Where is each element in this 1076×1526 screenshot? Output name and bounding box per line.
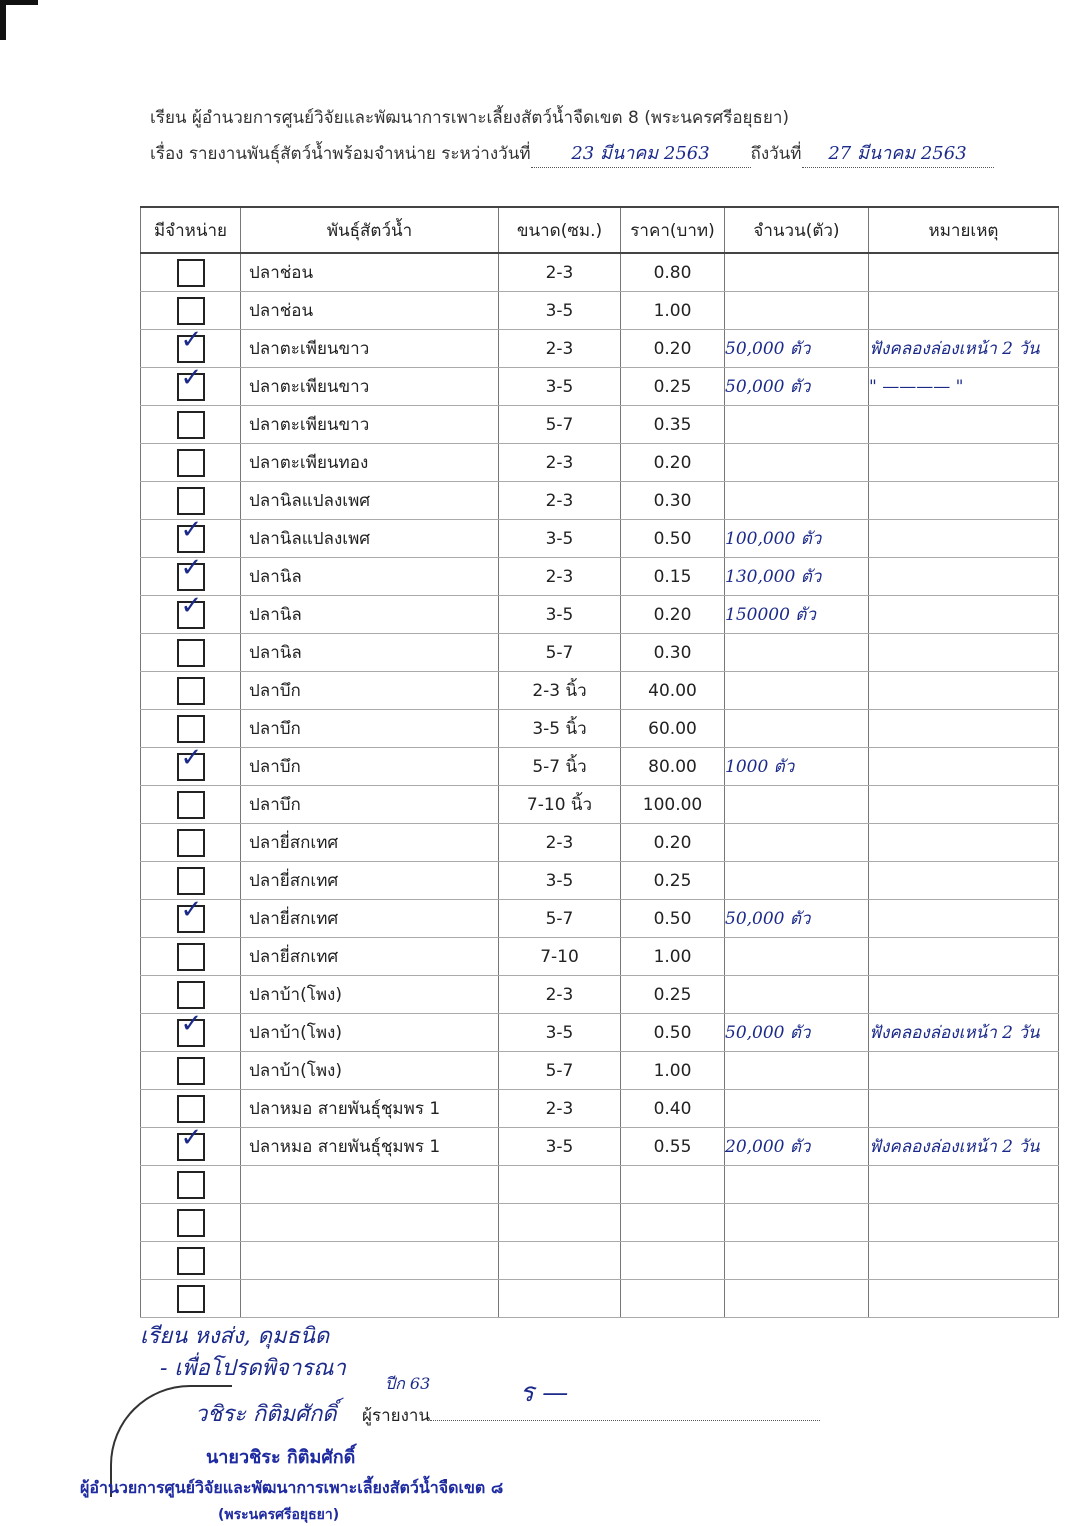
table-row — [141, 1052, 1059, 1090]
price-cell: 0.50 — [621, 900, 725, 938]
checkbox-checked[interactable] — [177, 552, 205, 591]
species-cell: ปลาบ้า(โพง) — [241, 1052, 499, 1090]
checkbox-checked[interactable] — [177, 324, 205, 363]
price-cell: 0.25 — [621, 976, 725, 1014]
table-row — [141, 596, 1059, 634]
quantity-cell — [725, 710, 869, 748]
checkbox-empty[interactable] — [177, 639, 205, 667]
quantity-cell — [725, 862, 869, 900]
size-cell: 2-3 — [499, 1090, 621, 1128]
quantity-cell — [725, 406, 869, 444]
table-row — [141, 1166, 1059, 1204]
checkbox-checked[interactable] — [177, 1122, 205, 1161]
species-cell: ปลาบ้า(โพง) — [241, 1014, 499, 1052]
availability-cell — [141, 1122, 241, 1166]
subject-line — [150, 138, 994, 168]
quantity-cell: 1000 ตัว — [725, 748, 869, 786]
species-cell: ปลานิลแปลงเพศ — [241, 520, 499, 558]
table-row — [141, 672, 1059, 710]
remarks-cell — [869, 596, 1059, 634]
remarks-cell: ฟังคลองล่องเหน้า 2 วัน — [869, 330, 1059, 368]
species-cell: ปลาตะเพียนขาว — [241, 406, 499, 444]
remarks-cell — [869, 1242, 1059, 1280]
checkbox-empty[interactable] — [177, 411, 205, 439]
price-cell: 100.00 — [621, 786, 725, 824]
availability-cell — [141, 1166, 241, 1204]
checkbox-empty[interactable] — [177, 297, 205, 325]
remarks-cell: ฟังคลองล่องเหน้า 2 วัน — [869, 1128, 1059, 1166]
price-cell — [621, 1204, 725, 1242]
check-mark-icon: ✓ — [180, 894, 203, 925]
quantity-cell — [725, 1166, 869, 1204]
price-cell — [621, 1242, 725, 1280]
availability-cell — [141, 672, 241, 710]
table-row — [141, 558, 1059, 596]
quantity-cell: 50,000 ตัว — [725, 368, 869, 406]
price-cell: 1.00 — [621, 938, 725, 976]
signature-date: ปีก 63 — [385, 1374, 431, 1393]
quantity-cell: 50,000 ตัว — [725, 1014, 869, 1052]
reporter-line — [362, 1402, 820, 1429]
size-cell: 5-7 — [499, 634, 621, 672]
handwritten-note-line2: - เพื่อโปรดพิจารณา — [160, 1356, 346, 1381]
date-from: 23 มีนาคม 2563 — [531, 138, 751, 168]
size-cell: 2-3 — [499, 558, 621, 596]
price-cell: 0.20 — [621, 444, 725, 482]
size-cell: 2-3 — [499, 482, 621, 520]
availability-cell — [141, 1242, 241, 1280]
subject-label: เรื่อง รายงานพันธุ์สัตว์น้ำพร้อมจำหน่าย ระหว่างวันที่ — [150, 144, 531, 164]
checkbox-empty[interactable] — [177, 943, 205, 971]
availability-cell — [141, 552, 241, 596]
size-cell: 2-3 — [499, 444, 621, 482]
availability-cell — [141, 1204, 241, 1242]
species-cell: ปลาตะเพียนขาว — [241, 330, 499, 368]
table-row — [141, 786, 1059, 824]
availability-cell — [141, 710, 241, 748]
availability-cell — [141, 824, 241, 862]
table-row — [141, 253, 1059, 292]
checkbox-checked[interactable] — [177, 894, 205, 933]
col-species: พันธุ์สัตว์น้ำ — [241, 207, 499, 253]
species-cell — [241, 1242, 499, 1280]
quantity-cell — [725, 482, 869, 520]
size-cell: 5-7 — [499, 1052, 621, 1090]
col-remarks: หมายเหตุ — [869, 207, 1059, 253]
remarks-cell — [869, 1280, 1059, 1318]
table-row — [141, 938, 1059, 976]
availability-cell — [141, 976, 241, 1014]
table-row — [141, 1280, 1059, 1318]
checkbox-empty[interactable] — [177, 1247, 205, 1275]
col-size: ขนาด(ซม.) — [499, 207, 621, 253]
species-cell: ปลานิล — [241, 558, 499, 596]
table-row — [141, 824, 1059, 862]
checkbox-empty[interactable] — [177, 1171, 205, 1199]
size-cell: 2-3 — [499, 330, 621, 368]
availability-cell — [141, 742, 241, 786]
remarks-cell — [869, 292, 1059, 330]
price-cell: 80.00 — [621, 748, 725, 786]
checkbox-empty[interactable] — [177, 981, 205, 1009]
remarks-cell — [869, 1052, 1059, 1090]
check-mark-icon: ✓ — [180, 1122, 203, 1153]
price-cell: 0.80 — [621, 253, 725, 292]
col-available: มีจำหน่าย — [141, 207, 241, 253]
availability-cell — [141, 362, 241, 406]
remarks-cell — [869, 482, 1059, 520]
table-row — [141, 634, 1059, 672]
table-row — [141, 1014, 1059, 1052]
table-row — [141, 1242, 1059, 1280]
table-row — [141, 748, 1059, 786]
director-signature: วชิระ กิติมศักดิ์ — [195, 1402, 337, 1427]
species-cell: ปลานิล — [241, 596, 499, 634]
availability-cell — [141, 482, 241, 520]
remarks-cell — [869, 634, 1059, 672]
availability-cell — [141, 786, 241, 824]
species-cell: ปลานิลแปลงเพศ — [241, 482, 499, 520]
table-row — [141, 1128, 1059, 1166]
size-cell: 3-5 — [499, 520, 621, 558]
availability-cell — [141, 1052, 241, 1090]
availability-cell — [141, 253, 241, 292]
remarks-cell — [869, 824, 1059, 862]
table-row — [141, 444, 1059, 482]
quantity-cell — [725, 292, 869, 330]
quantity-cell — [725, 1204, 869, 1242]
size-cell — [499, 1204, 621, 1242]
date-to: 27 มีนาคม 2563 — [802, 138, 994, 168]
handwritten-note-line1: เรียน หงส่ง, ดุมธนิด — [140, 1324, 330, 1349]
size-cell: 3-5 — [499, 862, 621, 900]
species-cell: ปลาหมอ สายพันธุ์ชุมพร 1 — [241, 1090, 499, 1128]
check-mark-icon: ✓ — [180, 742, 203, 773]
table-row — [141, 1090, 1059, 1128]
table-row — [141, 368, 1059, 406]
table-row — [141, 406, 1059, 444]
scan-corner-mark-vertical — [0, 0, 6, 40]
quantity-cell — [725, 253, 869, 292]
remarks-cell — [869, 938, 1059, 976]
size-cell: 3-5 — [499, 368, 621, 406]
price-cell: 1.00 — [621, 292, 725, 330]
size-cell: 2-3 — [499, 976, 621, 1014]
quantity-cell — [725, 786, 869, 824]
species-cell: ปลาตะเพียนทอง — [241, 444, 499, 482]
quantity-cell — [725, 1242, 869, 1280]
price-cell: 0.25 — [621, 862, 725, 900]
quantity-cell — [725, 1280, 869, 1318]
quantity-cell — [725, 672, 869, 710]
checkbox-checked[interactable] — [177, 362, 205, 401]
availability-cell — [141, 1090, 241, 1128]
size-cell: 2-3 — [499, 253, 621, 292]
quantity-cell: 150000 ตัว — [725, 596, 869, 634]
check-mark-icon: ✓ — [180, 324, 203, 355]
checkbox-empty[interactable] — [177, 449, 205, 477]
official-stamp-place: (พระนครศรีอยุธยา) — [218, 1507, 340, 1523]
price-cell: 60.00 — [621, 710, 725, 748]
remarks-cell — [869, 253, 1059, 292]
species-cell: ปลาบึก — [241, 710, 499, 748]
availability-cell — [141, 292, 241, 330]
quantity-cell — [725, 938, 869, 976]
checkbox-empty[interactable] — [177, 867, 205, 895]
checkbox-empty[interactable] — [177, 1057, 205, 1085]
quantity-cell: 50,000 ตัว — [725, 900, 869, 938]
price-cell — [621, 1280, 725, 1318]
quantity-cell — [725, 824, 869, 862]
size-cell: 2-3 นิ้ว — [499, 672, 621, 710]
quantity-cell: 100,000 ตัว — [725, 520, 869, 558]
size-cell — [499, 1166, 621, 1204]
check-mark-icon: ✓ — [180, 1008, 203, 1039]
availability-cell — [141, 862, 241, 900]
checkbox-checked[interactable] — [177, 1008, 205, 1047]
species-cell — [241, 1204, 499, 1242]
availability-cell — [141, 324, 241, 368]
checkbox-empty[interactable] — [177, 715, 205, 743]
table-row — [141, 520, 1059, 558]
species-cell: ปลาช่อน — [241, 253, 499, 292]
size-cell: 5-7 นิ้ว — [499, 748, 621, 786]
col-quantity: จำนวน(ตัว) — [725, 207, 869, 253]
price-cell: 0.25 — [621, 368, 725, 406]
availability-cell — [141, 406, 241, 444]
availability-cell — [141, 894, 241, 938]
species-cell: ปลาบึก — [241, 672, 499, 710]
checkbox-empty[interactable] — [177, 1285, 205, 1313]
price-cell: 0.35 — [621, 406, 725, 444]
species-cell: ปลาช่อน — [241, 292, 499, 330]
species-cell — [241, 1166, 499, 1204]
remarks-cell — [869, 786, 1059, 824]
size-cell: 3-5 — [499, 1014, 621, 1052]
size-cell: 7-10 — [499, 938, 621, 976]
species-cell: ปลายี่สกเทศ — [241, 862, 499, 900]
species-cell: ปลาบ้า(โพง) — [241, 976, 499, 1014]
remarks-cell — [869, 748, 1059, 786]
checkbox-empty[interactable] — [177, 1209, 205, 1237]
price-cell: 0.55 — [621, 1128, 725, 1166]
species-cell: ปลาบึก — [241, 786, 499, 824]
checkbox-empty[interactable] — [177, 487, 205, 515]
remarks-cell: ฟังคลองล่องเหน้า 2 วัน — [869, 1014, 1059, 1052]
checkbox-checked[interactable] — [177, 514, 205, 553]
remarks-cell: " ———— " — [869, 368, 1059, 406]
remarks-cell — [869, 862, 1059, 900]
table-row — [141, 482, 1059, 520]
availability-cell — [141, 444, 241, 482]
remarks-cell — [869, 444, 1059, 482]
checkbox-checked[interactable] — [177, 590, 205, 629]
price-cell: 0.40 — [621, 1090, 725, 1128]
species-cell: ปลาบึก — [241, 748, 499, 786]
official-stamp-name: นายวชิระ กิติมศักดิ์ — [206, 1447, 356, 1468]
price-cell — [621, 1166, 725, 1204]
price-cell: 1.00 — [621, 1052, 725, 1090]
checkbox-empty[interactable] — [177, 791, 205, 819]
price-cell: 0.15 — [621, 558, 725, 596]
check-mark-icon: ✓ — [180, 514, 203, 545]
checkbox-empty[interactable] — [177, 1095, 205, 1123]
check-mark-icon: ✓ — [180, 362, 203, 393]
availability-cell — [141, 1008, 241, 1052]
table-row — [141, 976, 1059, 1014]
price-cell: 0.20 — [621, 824, 725, 862]
size-cell: 3-5 — [499, 596, 621, 634]
size-cell: 5-7 — [499, 406, 621, 444]
availability-cell — [141, 1280, 241, 1318]
quantity-cell — [725, 976, 869, 1014]
species-cell: ปลายี่สกเทศ — [241, 938, 499, 976]
species-cell: ปลานิล — [241, 634, 499, 672]
species-cell: ปลาตะเพียนขาว — [241, 368, 499, 406]
price-cell: 0.30 — [621, 482, 725, 520]
col-price: ราคา(บาท) — [621, 207, 725, 253]
price-cell: 40.00 — [621, 672, 725, 710]
reporter-label: ผู้รายงาน — [362, 1406, 431, 1426]
table-row — [141, 1204, 1059, 1242]
remarks-cell — [869, 672, 1059, 710]
table-row — [141, 862, 1059, 900]
remarks-cell — [869, 710, 1059, 748]
remarks-cell — [869, 1090, 1059, 1128]
table-row — [141, 900, 1059, 938]
fish-stock-table — [140, 206, 1059, 1318]
quantity-cell — [725, 1090, 869, 1128]
check-mark-icon: ✓ — [180, 552, 203, 583]
reporter-dotted-line — [430, 1420, 820, 1421]
remarks-cell — [869, 520, 1059, 558]
remarks-cell — [869, 1166, 1059, 1204]
size-cell: 2-3 — [499, 824, 621, 862]
table-row — [141, 710, 1059, 748]
remarks-cell — [869, 900, 1059, 938]
table-body — [141, 253, 1059, 1318]
size-cell — [499, 1280, 621, 1318]
size-cell: 3-5 นิ้ว — [499, 710, 621, 748]
table-row — [141, 330, 1059, 368]
quantity-cell: 130,000 ตัว — [725, 558, 869, 596]
remarks-cell — [869, 558, 1059, 596]
quantity-cell — [725, 1052, 869, 1090]
size-cell — [499, 1242, 621, 1280]
checkbox-empty[interactable] — [177, 677, 205, 705]
quantity-cell — [725, 634, 869, 672]
checkbox-empty[interactable] — [177, 259, 205, 287]
check-mark-icon: ✓ — [180, 590, 203, 621]
remarks-cell — [869, 406, 1059, 444]
size-cell: 5-7 — [499, 900, 621, 938]
size-cell: 7-10 นิ้ว — [499, 786, 621, 824]
availability-cell — [141, 514, 241, 558]
price-cell: 0.20 — [621, 330, 725, 368]
price-cell: 0.20 — [621, 596, 725, 634]
quantity-cell: 20,000 ตัว — [725, 1128, 869, 1166]
species-cell: ปลายี่สกเทศ — [241, 900, 499, 938]
official-stamp-title: ผู้อำนวยการศูนย์วิจัยและพัฒนาการเพาะเลี้ยงสัตว์น้ำจืดเขต ๘ — [80, 1478, 504, 1497]
checkbox-empty[interactable] — [177, 829, 205, 857]
table-header-row — [141, 207, 1059, 253]
addressee-line: เรียน ผู้อำนวยการศูนย์วิจัยและพัฒนาการเพาะเลี้ยงสัตว์น้ำจืดเขต 8 (พระนครศรีอยุธยา) — [150, 108, 790, 128]
table-row — [141, 292, 1059, 330]
price-cell: 0.30 — [621, 634, 725, 672]
species-cell — [241, 1280, 499, 1318]
species-cell: ปลายี่สกเทศ — [241, 824, 499, 862]
checkbox-checked[interactable] — [177, 742, 205, 781]
remarks-cell — [869, 1204, 1059, 1242]
price-cell: 0.50 — [621, 1014, 725, 1052]
size-cell: 3-5 — [499, 292, 621, 330]
availability-cell — [141, 634, 241, 672]
species-cell: ปลาหมอ สายพันธุ์ชุมพร 1 — [241, 1128, 499, 1166]
availability-cell — [141, 938, 241, 976]
size-cell: 3-5 — [499, 1128, 621, 1166]
quantity-cell: 50,000 ตัว — [725, 330, 869, 368]
remarks-cell — [869, 976, 1059, 1014]
price-cell: 0.50 — [621, 520, 725, 558]
reporter-signature: ร — — [520, 1378, 569, 1408]
availability-cell — [141, 590, 241, 634]
quantity-cell — [725, 444, 869, 482]
until-label: ถึงวันที่ — [750, 144, 802, 164]
